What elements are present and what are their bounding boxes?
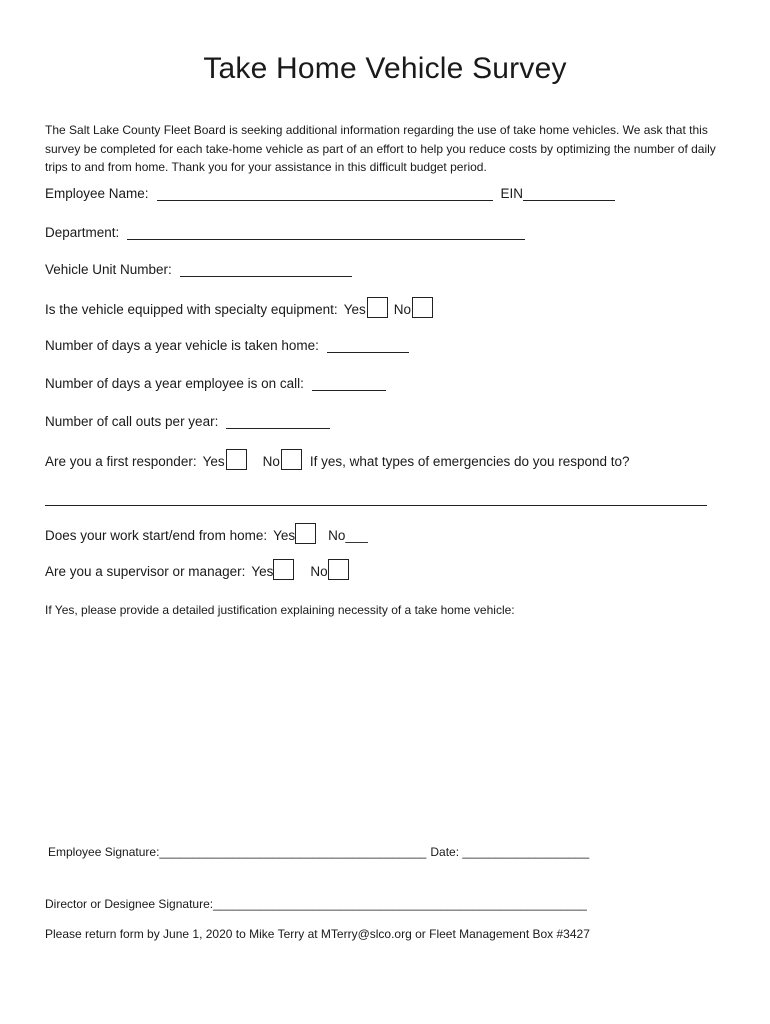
return-note: Please return form by June 1, 2020 to Mike Terry at MTerry@slco.org or Fleet Management Box #3427 — [45, 927, 590, 941]
justification-label: If Yes, please provide a detailed justification explaining necessity of a take home vehicle: — [45, 603, 515, 617]
specialty-equipment-row — [45, 296, 433, 317]
justification-row — [45, 603, 515, 617]
department-field[interactable] — [127, 225, 525, 240]
responder-no-label: No — [262, 454, 280, 469]
call-outs-row — [45, 414, 330, 429]
specialty-equipment-label: Is the vehicle equipped with specialty equipment: — [45, 302, 338, 317]
employee-name-row — [45, 186, 615, 201]
first-responder-label: Are you a first responder: — [45, 454, 197, 469]
specialty-no-checkbox[interactable] — [412, 297, 433, 318]
responder-yes-checkbox[interactable] — [226, 449, 247, 470]
intro-paragraph: The Salt Lake County Fleet Board is seeking additional information regarding the use of take home vehicles. We ask that this survey be completed for each take-home vehicle as part of an effort to help you reduce costs by optimizing the number of daily trips to and from home. Thank you for your assistance in this difficult budget period. — [45, 123, 716, 174]
work-yes-label: Yes — [273, 528, 296, 543]
work-start-end-label: Does your work start/end from home: — [45, 528, 268, 543]
vehicle-unit-row — [45, 262, 352, 277]
emergencies-label: If yes, what types of emergencies do you respond to? — [309, 454, 630, 469]
department-label: Department: — [45, 225, 120, 240]
employee-name-label: Employee Name: — [45, 186, 149, 201]
date-field[interactable]: Date: ___________________ — [430, 845, 590, 859]
work-yes-checkbox[interactable] — [295, 523, 316, 544]
specialty-yes-label: Yes — [343, 302, 366, 317]
call-outs-label: Number of call outs per year: — [45, 414, 219, 429]
work-start-end-row — [45, 522, 368, 543]
specialty-no-label: No — [393, 302, 411, 317]
work-no-label[interactable]: No___ — [328, 528, 368, 543]
ein-label: EIN — [500, 186, 524, 201]
first-responder-row — [45, 448, 630, 469]
supervisor-label: Are you a supervisor or manager: — [45, 564, 246, 579]
days-on-call-field[interactable] — [312, 376, 386, 391]
supervisor-row — [45, 558, 349, 579]
director-signature-row — [45, 897, 587, 911]
employee-signature-row — [48, 845, 589, 859]
specialty-yes-checkbox[interactable] — [367, 297, 388, 318]
call-outs-field[interactable] — [226, 414, 330, 429]
return-note-row — [45, 927, 590, 941]
vehicle-unit-field[interactable] — [180, 262, 352, 277]
emergencies-answer-line[interactable] — [45, 505, 707, 506]
employee-name-field[interactable] — [157, 186, 493, 201]
form-title: Take Home Vehicle Survey — [203, 52, 567, 85]
days-on-call-label: Number of days a year employee is on call: — [45, 376, 304, 391]
responder-no-checkbox[interactable] — [281, 449, 302, 470]
responder-yes-label: Yes — [202, 454, 225, 469]
days-on-call-row — [45, 376, 386, 391]
department-row — [45, 225, 525, 240]
supervisor-no-label: No — [310, 564, 328, 579]
days-taken-home-row — [45, 338, 409, 353]
supervisor-no-checkbox[interactable] — [328, 559, 349, 580]
ein-field[interactable] — [523, 186, 615, 201]
days-taken-home-field[interactable] — [327, 338, 409, 353]
employee-signature-field[interactable]: Employee Signature:________________________________________ — [48, 845, 427, 859]
vehicle-unit-label: Vehicle Unit Number: — [45, 262, 172, 277]
days-taken-home-label: Number of days a year vehicle is taken home: — [45, 338, 319, 353]
supervisor-yes-label: Yes — [251, 564, 274, 579]
director-signature-field[interactable]: Director or Designee Signature:________________________________________________________ — [45, 897, 587, 911]
supervisor-yes-checkbox[interactable] — [273, 559, 294, 580]
